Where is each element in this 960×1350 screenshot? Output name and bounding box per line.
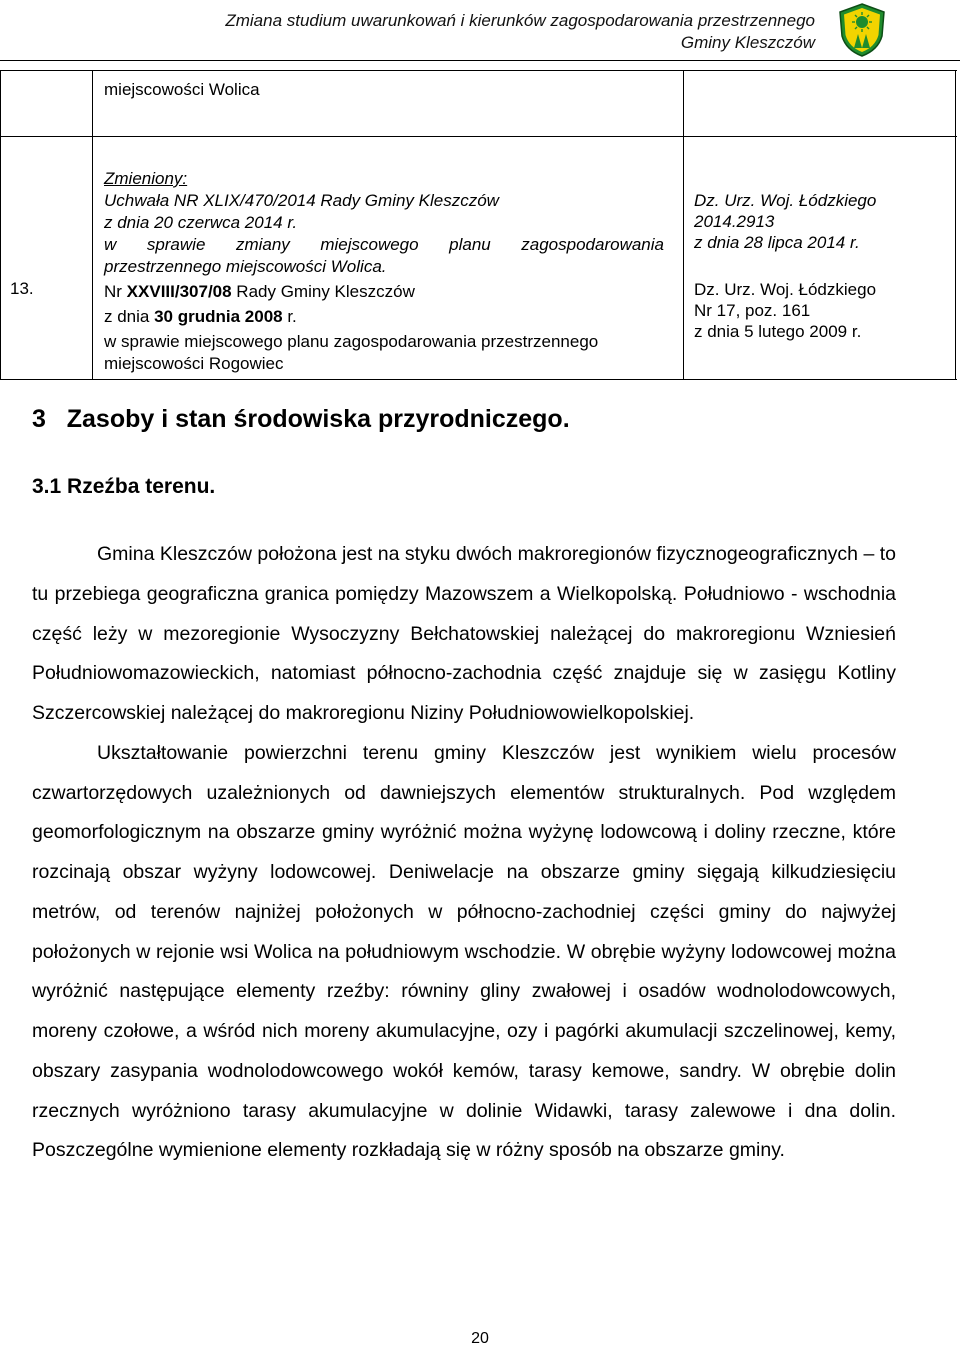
table-border-right (955, 70, 956, 380)
table-border-bottom (0, 379, 957, 380)
date-suffix: r. (282, 307, 297, 326)
resolution-number: XXVIII/307/08 (126, 282, 232, 301)
table-border-top (0, 70, 957, 71)
changed-line-2: z dnia 20 czerwca 2014 r. (104, 213, 298, 232)
table-row-number: 13. (10, 279, 34, 298)
section-3-1-heading (32, 475, 215, 499)
changed-line-1: Uchwała NR XLIX/470/2014 Rady Gminy Kleszczów (104, 191, 499, 210)
pub2-line-1: Dz. Urz. Woj. Łódzkiego (694, 280, 877, 299)
date-value: 30 grudnia 2008 (154, 307, 283, 326)
header-line-1: Zmiana studium uwarunkowań i kierunków zagospodarowania przestrzennego (225, 11, 815, 30)
changed-line-3: w sprawie zmiany miejscowego planu zagospodarowania (104, 235, 664, 254)
resolution-prefix: Nr (104, 282, 127, 301)
pub1-line-1: Dz. Urz. Woj. Łódzkiego (694, 191, 877, 210)
pub2-line-3: z dnia 5 lutego 2009 r. (694, 322, 862, 341)
table-col-divider-2 (683, 70, 684, 380)
section-3-title: Zasoby i stan środowiska przyrodniczego. (66, 405, 570, 433)
page-number: 20 (471, 1330, 489, 1347)
resolution-suffix: Rady Gminy Kleszczów (231, 282, 415, 301)
section-3-heading (32, 405, 570, 434)
coat-of-arms-icon (836, 2, 888, 58)
resolution-title (104, 279, 674, 304)
paragraph-2: Ukształtowanie powierzchni terenu gminy Kleszczów jest wynikiem wielu procesów czwartorzędowych uzależnionych od dawniejszych elementów strukturalnych. Pod względem geomorfologicznym na obszarze gminy wyróżnić można wyżynę lodowcową i doliny rzeczne, które rozcinają obszar wyżyny lodowcowej. Deniwelacje na obszarze gminy sięgają kilkudziesięciu metrów, od terenów najniżej położonych w północno-zachodniej części gminy do najwyżej położonych w rejonie wsi Wolica na południowym wschodzie. W obrębie wyżyny lodowcowej można wyróżnić następujące elementy rzeźby: równiny gliny zwałowej i osadów wodnolodowcowych, moreny czołowe, a wśród nich moreny akumulacyjne, ozy i pagórki akumulacji szczelinowej, kemy, obszary zasypania wodnolodowcowego wokół kemów, tarasy kemowe, sandry. W obrębie dolin rzecznych wyróżniono tarasy akumulacyjne w dolinie Widawki, tarasy zalewowe i dna dolin. Poszczególne wymienione elementy rozkładają się w różny sposób na obszarze gminy. (32, 741, 896, 1162)
section-3-number: 3 (32, 405, 46, 433)
changed-block (104, 168, 664, 278)
resolution-subject-1: w sprawie miejscowego planu zagospodarowania przestrzennego (104, 332, 599, 351)
changed-line-4: przestrzennego miejscowości Wolica. (104, 257, 387, 276)
table-row-prev-text: miejscowości Wolica (104, 80, 260, 99)
pub1-line-2: 2014.2913 (694, 212, 775, 231)
date-prefix: z dnia (104, 307, 155, 326)
pub1-line-3: z dnia 28 lipca 2014 r. (694, 233, 860, 252)
paragraph-1: Gmina Kleszczów położona jest na styku dwóch makroregionów fizycznogeograficznych – to tu przebiega geograficzna granica pomiędzy Mazowszem a Wielkopolską. Południowo - wschodnia część leży w mezoregionie Wysoczyzny Bełchatowskiej należącej do makroregionu Wzniesień Południowomazowieckich, natomiast północno-zachodnia część znajduje się w zasięgu Kotliny Szczercowskiej należącej do makroregionu Niziny Południowowielkopolskiej. (32, 543, 896, 724)
section-body (32, 535, 896, 1171)
resolution-subject-2: miejscowości Rogowiec (104, 354, 284, 373)
plans-table (0, 70, 957, 380)
table-col-divider-1 (92, 70, 93, 380)
table-border-left (0, 70, 1, 380)
header-rule (0, 60, 960, 61)
page-header (225, 10, 815, 54)
pub2-line-2: Nr 17, poz. 161 (694, 301, 811, 320)
publication-1 (694, 190, 876, 253)
table-row-divider (0, 136, 957, 137)
section-3-1-number: 3.1 (32, 475, 62, 498)
header-line-2: Gminy Kleszczów (680, 33, 815, 52)
resolution-block (104, 279, 674, 375)
resolution-date (104, 304, 674, 329)
changed-label: Zmieniony: (104, 169, 188, 188)
publication-2 (694, 279, 876, 342)
section-3-1-title: Rzeźba terenu. (67, 475, 216, 498)
